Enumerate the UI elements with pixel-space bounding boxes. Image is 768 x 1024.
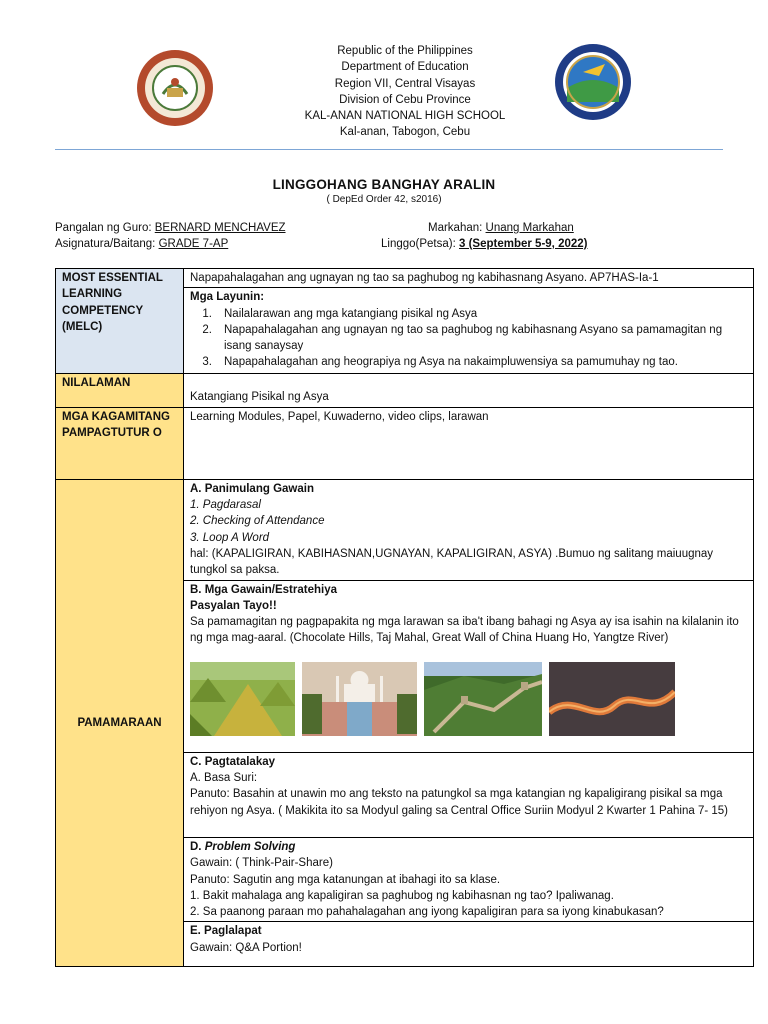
section-a-cell	[184, 479, 754, 580]
week-label: Linggo(Petsa):	[381, 238, 456, 250]
objectives-title: Mga Layunin:	[190, 291, 265, 304]
week-value: 3 (September 5-9, 2022)	[459, 238, 588, 250]
section-c-sub: A. Basa Suri:	[190, 772, 258, 785]
objective-number: 2.	[202, 323, 212, 336]
teacher-info	[55, 222, 286, 234]
melc-row-competency	[56, 269, 754, 288]
header-line: Region VII, Central Visayas	[334, 77, 476, 90]
section-d-question-2: 2. Sa paanong paraan mo pahahalagahan ang iyong kapaligiran para sa iyong kinabukasan?	[190, 906, 664, 919]
section-c-cell	[184, 752, 754, 837]
section-a-title: A. Panimulang Gawain	[190, 482, 314, 495]
section-a-item: 1. Pagdarasal	[190, 499, 261, 512]
section-e-gawain: Gawain: Q&A Portion!	[190, 941, 302, 954]
objective-number: 1.	[202, 307, 212, 320]
header-line: KAL-ANAN NATIONAL HIGH SCHOOL	[304, 110, 506, 123]
header-line: Department of Education	[341, 61, 469, 74]
objectives-list	[190, 306, 747, 371]
river-photo	[549, 662, 675, 736]
asia-images	[190, 662, 747, 736]
pamamaraan-label: PAMAMARAAN	[56, 479, 184, 966]
school-seal-logo	[135, 48, 215, 128]
header-divider	[55, 149, 723, 150]
lesson-plan-table	[55, 268, 754, 967]
section-d-title-italic: Problem Solving	[204, 840, 296, 853]
nilalaman-label: NILALAMAN	[56, 373, 184, 407]
objective-text: Nailalarawan ang mga katangiang pisikal ng Asya	[224, 307, 478, 320]
section-a-hal: hal: (KAPALIGIRAN, KABIHASNAN,UGNAYAN, KAPALIGIRAN, ASYA) .Bumuo ng salitang maiuugnay tungkol sa paksa.	[190, 547, 714, 577]
chocolate-hills-photo	[190, 662, 295, 736]
quarter-value: Unang Markahan	[485, 222, 574, 234]
subject-label: Asignatura/Baitang:	[55, 238, 156, 250]
header-address	[230, 43, 580, 141]
document-title: LINGGOHANG BANGHAY ARALIN	[272, 177, 496, 192]
document-header	[0, 0, 768, 150]
week-info	[381, 238, 587, 250]
section-a-item: 2. Checking of Attendance	[190, 515, 325, 528]
melc-competency: Napapahalagahan ang ugnayan ng tao sa paghubog ng kabihasnang Asyano. AP7HAS-Ia-1	[184, 269, 754, 288]
nilalaman-value: Katangiang Pisikal ng Asya	[184, 373, 754, 407]
section-b-text: Sa pamamagitan ng pagpapakita ng mga larawan sa iba't ibang bahagi ng Asya ay isa isahin na kilalanin ito ng mga mag-aaral. (Chocolate Hills, Taj Mahal, Great Wall of China Huang Ho, Yangtze River)	[190, 616, 739, 645]
teacher-value: BERNARD MENCHAVEZ	[154, 222, 286, 234]
section-b-cell	[184, 580, 754, 752]
melc-label: MOST ESSENTIAL LEARNING COMPETENCY (MELC)	[56, 269, 184, 374]
objective-item	[190, 322, 747, 355]
section-d-cell	[184, 837, 754, 921]
quarter-label: Markahan:	[428, 222, 483, 234]
section-d-title-prefix: D.	[190, 840, 205, 853]
section-a-item: 3. Loop A Word	[190, 531, 270, 544]
quarter-info	[428, 222, 574, 234]
teacher-label: Pangalan ng Guro:	[55, 222, 152, 234]
header-line: Republic of the Philippines	[337, 45, 473, 57]
section-b-title: B. Mga Gawain/Estratehiya	[190, 583, 337, 596]
objective-text: Napapahalagahan ang ugnayan ng tao sa paghubog ng kabihasnang Asyano sa pamamagitan ng isang sanaysay	[224, 323, 723, 353]
header-line: Kal-anan, Tabogon, Cebu	[339, 126, 471, 139]
objective-number: 3.	[202, 356, 212, 369]
division-seal-logo	[553, 42, 633, 122]
section-d-panuto: Panuto: Sagutin ang mga katanungan at ibahagi ito sa klase.	[190, 873, 501, 886]
section-c-text: Panuto: Basahin at unawin mo ang teksto na patungkol sa mga katangian ng kapaligirang pisikal sa mga rehiyon ng Asya. ( Makikita ito sa Modyul galing sa Central Office Suriin Modyul 2 Kwarter 1 Pahina 7- 15)	[190, 788, 728, 817]
great-wall-photo	[424, 662, 542, 736]
section-d-title	[190, 839, 747, 855]
pamamaraan-row-a	[56, 479, 754, 580]
taj-mahal-photo	[302, 662, 417, 736]
header-line: Division of Cebu Province	[339, 93, 471, 106]
nilalaman-row	[56, 373, 754, 407]
objective-text: Napapahalagahan ang heograpiya ng Asya na nakaimpluwensiya sa pamumuhay ng tao.	[224, 356, 678, 369]
section-e-title: E. Paglalapat	[190, 925, 262, 938]
subject-info	[55, 238, 228, 250]
document-subtitle: ( DepEd Order 42, s2016)	[326, 194, 442, 205]
kagamitan-value: Learning Modules, Papel, Kuwaderno, video clips, larawan	[184, 407, 754, 479]
kagamitan-label: MGA KAGAMITANG PAMPAGTUTUR O	[56, 407, 184, 479]
objective-item	[190, 354, 747, 370]
section-e-cell	[184, 922, 754, 967]
section-c-title: C. Pagtatalakay	[190, 755, 276, 768]
kagamitan-row	[56, 407, 754, 479]
objective-item	[190, 306, 747, 322]
objectives-cell	[184, 288, 754, 373]
section-d-gawain: Gawain: ( Think-Pair-Share)	[190, 857, 333, 870]
section-d-question-1: 1. Bakit mahalaga ang kapaligiran sa paghubog ng kabihasnan ng tao? Ipaliwanag.	[190, 889, 614, 902]
section-b-subtitle: Pasyalan Tayo!!	[190, 599, 277, 612]
subject-value: GRADE 7-AP	[158, 238, 229, 250]
